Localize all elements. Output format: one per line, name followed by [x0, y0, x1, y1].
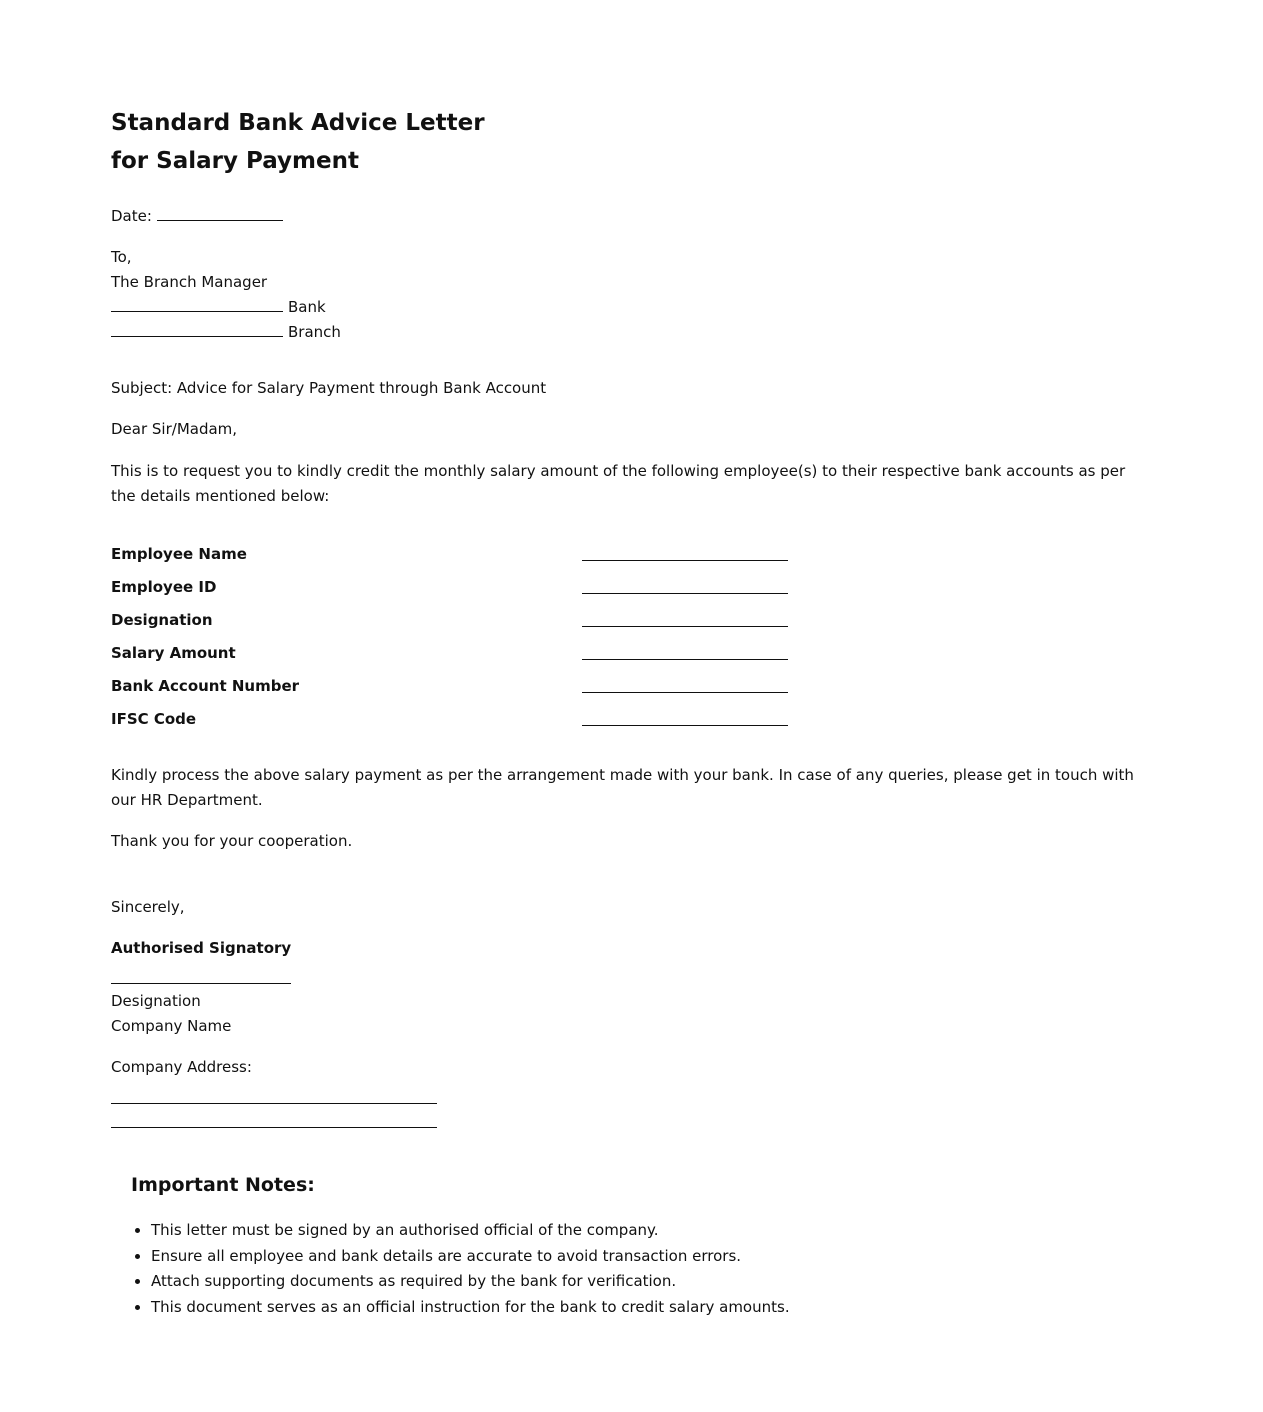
- letter-content: [111, 104, 1151, 1320]
- note-item: • This document serves as an official instruction for the bank to credit salary amounts.: [151, 1295, 1151, 1321]
- title-line-2: for Salary Payment: [111, 148, 359, 174]
- field-label: Bank Account Number: [111, 677, 300, 695]
- field-row: [111, 703, 811, 736]
- date-line: [111, 204, 1151, 229]
- bank-line: [111, 295, 1151, 320]
- body-paragraph: This is to request you to kindly credit the monthly salary amount of the following employee(s) to their respective bank accounts as per the details mentioned below:: [111, 462, 1126, 505]
- branch-suffix: Branch: [288, 323, 341, 341]
- thanks-line: Thank you for your cooperation.: [111, 832, 353, 850]
- to-label: To,: [111, 248, 132, 266]
- field-blank: [582, 692, 788, 693]
- field-row: [111, 670, 811, 703]
- address-blank-1: [111, 1080, 437, 1104]
- sign-off: Sincerely,: [111, 898, 185, 916]
- note-item: • Ensure all employee and bank details are accurate to avoid transaction errors.: [151, 1244, 1151, 1270]
- letter-title: [111, 104, 1151, 180]
- recipient-block: [111, 245, 1151, 345]
- field-blank: [582, 725, 788, 726]
- signature-blank: [111, 961, 291, 984]
- note-item: • This letter must be signed by an authorised official of the company.: [151, 1218, 1151, 1244]
- bank-suffix: Bank: [288, 298, 326, 316]
- title-line-1: Standard Bank Advice Letter: [111, 110, 485, 136]
- field-row: [111, 538, 811, 571]
- signatory-company: Company Name: [111, 1017, 232, 1035]
- address-blank-2: [111, 1104, 437, 1128]
- field-row: [111, 571, 811, 604]
- signatory-designation: Designation: [111, 992, 201, 1010]
- field-label: Designation: [111, 611, 213, 629]
- note-item: • Attach supporting documents as required by the bank for verification.: [151, 1269, 1151, 1295]
- notes-list: [131, 1218, 1151, 1320]
- field-label: Employee Name: [111, 545, 247, 563]
- field-blank: [582, 626, 788, 627]
- field-blank: [582, 560, 788, 561]
- important-notes: [131, 1172, 1151, 1320]
- salutation: Dear Sir/Madam,: [111, 420, 238, 438]
- field-blank: [582, 659, 788, 660]
- recipient-name: The Branch Manager: [111, 273, 268, 291]
- field-row: [111, 604, 811, 637]
- subject-line: Subject: Advice for Salary Payment through Bank Account: [111, 379, 547, 397]
- field-row: [111, 637, 811, 670]
- branch-blank: [111, 322, 283, 337]
- date-blank: [157, 206, 283, 221]
- bank-blank: [111, 297, 283, 312]
- branch-line: [111, 320, 1151, 345]
- field-label: Employee ID: [111, 578, 217, 596]
- notes-title: Important Notes:: [131, 1174, 315, 1196]
- closing-paragraph: Kindly process the above salary payment as per the arrangement made with your bank. In case of any queries, please get in touch with our HR Department.: [111, 766, 1134, 809]
- company-address-label: Company Address:: [111, 1058, 252, 1076]
- field-label: Salary Amount: [111, 644, 236, 662]
- signatory-title: Authorised Signatory: [111, 939, 292, 957]
- date-label: Date:: [111, 207, 152, 225]
- employee-details: [111, 538, 811, 736]
- field-blank: [582, 593, 788, 594]
- field-label: IFSC Code: [111, 710, 197, 728]
